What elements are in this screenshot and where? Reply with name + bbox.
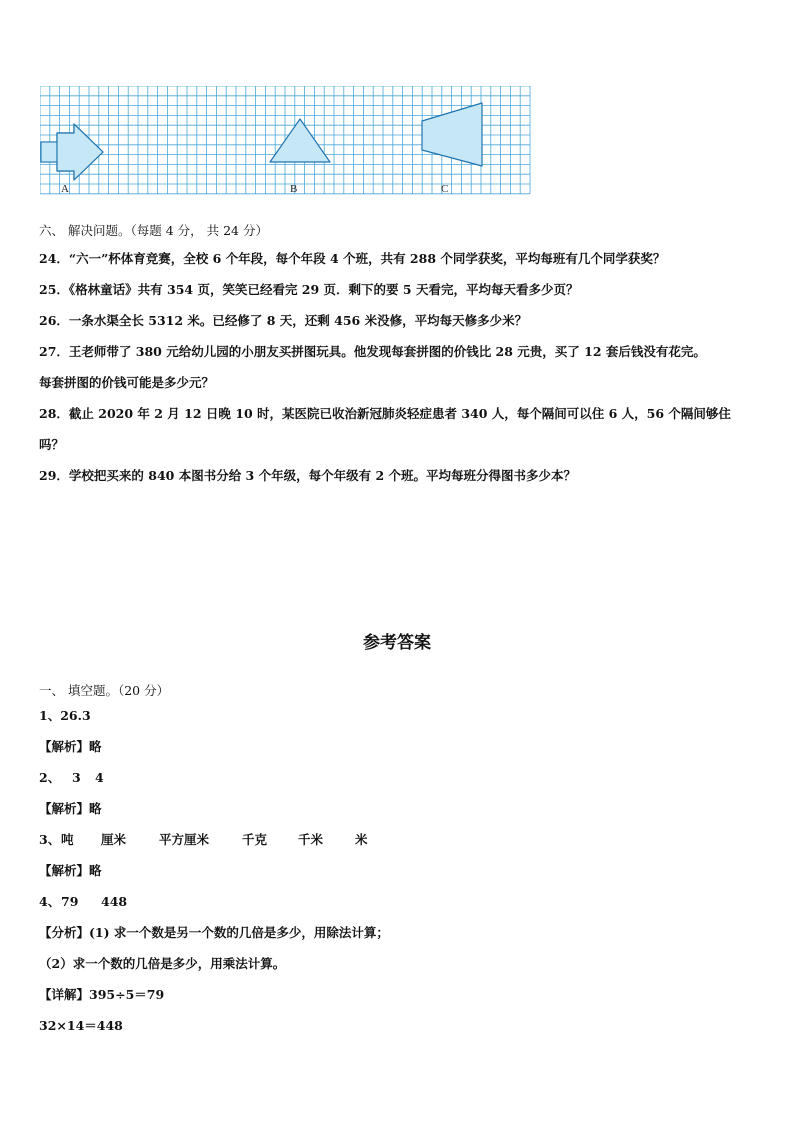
answer-2-value: 3 <box>72 770 81 785</box>
analysis-1: 【解析】略 <box>39 739 102 754</box>
section-six-heading: 六、 解决问题。（每题 4 分， 共 24 分） <box>39 223 268 238</box>
answer-3 <box>39 832 368 848</box>
label-b: B <box>290 183 298 195</box>
answer-4-value: 448 <box>101 894 128 909</box>
question-24: 24．“六一”杯体育竞赛，全校 6 个年段，每个年段 4 个班，共有 288 个同学获奖，平均每班有几个同学获奖？ <box>39 251 666 266</box>
analysis-2: 【解析】略 <box>39 801 102 816</box>
answer-1: 1、26.3 <box>39 708 91 723</box>
answer-4-analysis-1: 【分析】(1) 求一个数是另一个数的几倍是多少，用除法计算； <box>39 925 389 940</box>
section-one-heading: 一、 填空题。（20 分） <box>39 683 170 698</box>
answer-4-detail-1: 【详解】395÷5＝79 <box>39 987 165 1002</box>
answer-3-value: 吨 <box>61 832 74 847</box>
shape-a-arrow-fill <box>41 142 57 162</box>
analysis-3: 【解析】略 <box>39 863 102 878</box>
answer-4-number: 4、 <box>39 894 61 909</box>
answer-4-analysis-2: （2）求一个数的几倍是多少，用乘法计算。 <box>39 956 286 971</box>
answer-3-value: 千米 <box>298 832 324 847</box>
answer-3-value: 平方厘米 <box>159 832 210 847</box>
grid-figure <box>40 86 532 198</box>
label-c: C <box>441 183 449 195</box>
answer-2 <box>39 770 104 786</box>
question-28: 28．截止 2020 年 2 月 12 日晚 10 时，某医院已收治新冠肺炎轻症患者 340 人，每个隔间可以住 6 人，56 个隔间够住 <box>39 406 731 421</box>
question-27-cont: 每套拼图的价钱可能是多少元？ <box>39 375 215 390</box>
question-26: 26．一条水渠全长 5312 米。已经修了 8 天，还剩 456 米没修，平均每天修多少米？ <box>39 313 528 328</box>
answer-4-detail-2: 32×14＝448 <box>39 1018 123 1033</box>
question-27: 27．王老师带了 380 元给幼儿园的小朋友买拼图玩具。他发现每套拼图的价钱比 28 元贵，买了 12 套后钱没有花完。 <box>39 344 706 359</box>
answer-3-number: 3、 <box>39 832 61 847</box>
label-a: A <box>61 183 69 195</box>
answer-3-value: 厘米 <box>101 832 127 847</box>
answer-4-value: 79 <box>61 894 79 909</box>
question-29: 29．学校把买来的 840 本图书分给 3 个年级，每个年级有 2 个班。平均每班分得图书多少本？ <box>39 468 576 483</box>
answers-title: 参考答案 <box>363 633 431 653</box>
question-28-cont: 吗？ <box>39 437 65 452</box>
answer-2-value: 4 <box>95 770 104 785</box>
answer-2-number: 2、 <box>39 770 61 785</box>
shape-a-arrow-head <box>57 124 103 180</box>
answer-4 <box>39 894 127 910</box>
question-25: 25．《格林童话》共有 354 页，笑笑已经看完 29 页．剩下的要 5 天看完，平均每天看多少页？ <box>39 282 579 297</box>
answer-3-value: 千克 <box>242 832 268 847</box>
shape-c-trapezoid <box>422 103 482 166</box>
answer-3-value: 米 <box>355 832 368 847</box>
